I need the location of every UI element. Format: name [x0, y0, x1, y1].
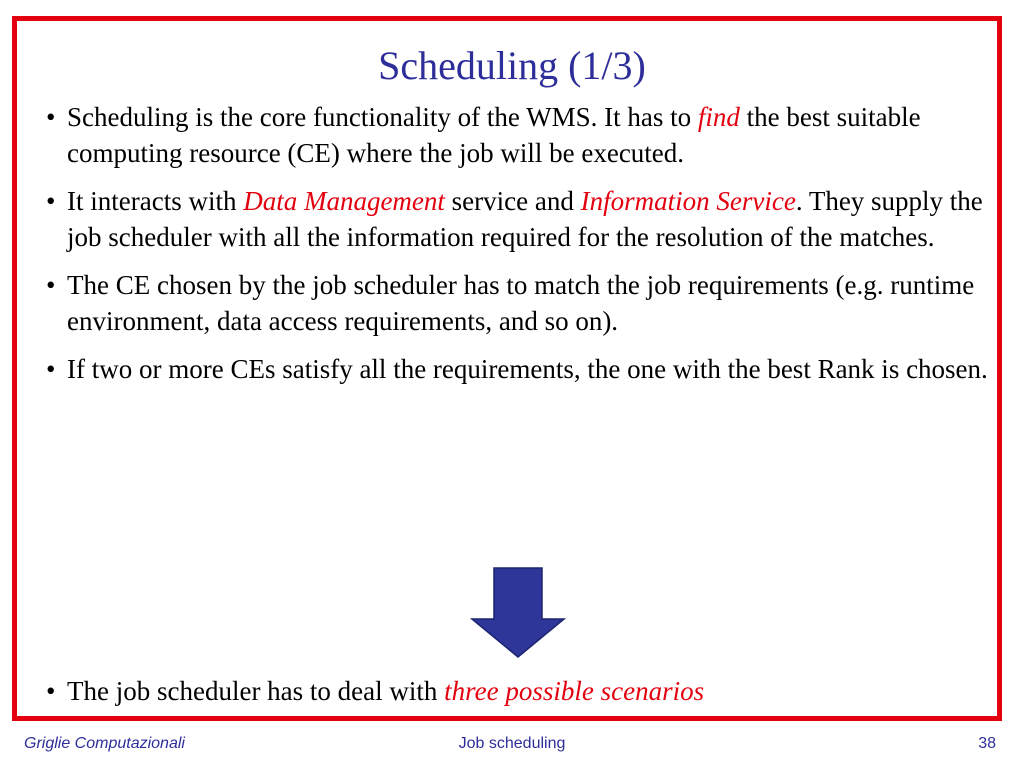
- bullet-text: The job scheduler has to deal with: [67, 676, 445, 706]
- bullet-marker: •: [46, 102, 56, 132]
- slide-title: Scheduling (1/3): [378, 43, 646, 88]
- bullet-text: If two or more CEs satisfy all the requirements, the one with the best Rank is chosen.: [67, 354, 988, 384]
- emphasis-text: find: [697, 102, 740, 132]
- emphasis-text: Data Management: [243, 186, 445, 216]
- down-arrow-icon: [470, 567, 566, 659]
- bullet-marker: •: [46, 354, 56, 384]
- bullet-item: [46, 351, 991, 387]
- bullet-text: . They supply the job scheduler with all the information required for the resolution of the matches.: [67, 186, 983, 252]
- final-bullet-item: [46, 673, 991, 709]
- bullet-text: service and: [444, 186, 581, 216]
- bullet-text: the best suitable computing resource (CE) where the job will be executed.: [67, 102, 921, 168]
- bullet-text: It interacts with: [67, 186, 244, 216]
- bullet-list: [46, 99, 991, 399]
- bullet-text: Scheduling is the core functionality of the WMS. It has to: [67, 102, 698, 132]
- bullet-marker: •: [46, 676, 56, 706]
- bullet-marker: •: [46, 270, 56, 300]
- footer-course-name: Griglie Computazionali: [24, 735, 185, 752]
- bullet-text: The CE chosen by the job scheduler has to match the job requirements (e.g. runtime environment, data access requirements, and so on).: [67, 270, 975, 336]
- bullet-item: [46, 99, 991, 171]
- bullet-item: [46, 183, 991, 255]
- emphasis-text: three possible scenarios: [444, 676, 705, 706]
- footer-section-title: Job scheduling: [458, 735, 566, 752]
- bullet-item: [46, 267, 991, 339]
- page-number: 38: [978, 735, 996, 752]
- emphasis-text: Information Service: [580, 186, 796, 216]
- bullet-marker: •: [46, 186, 56, 216]
